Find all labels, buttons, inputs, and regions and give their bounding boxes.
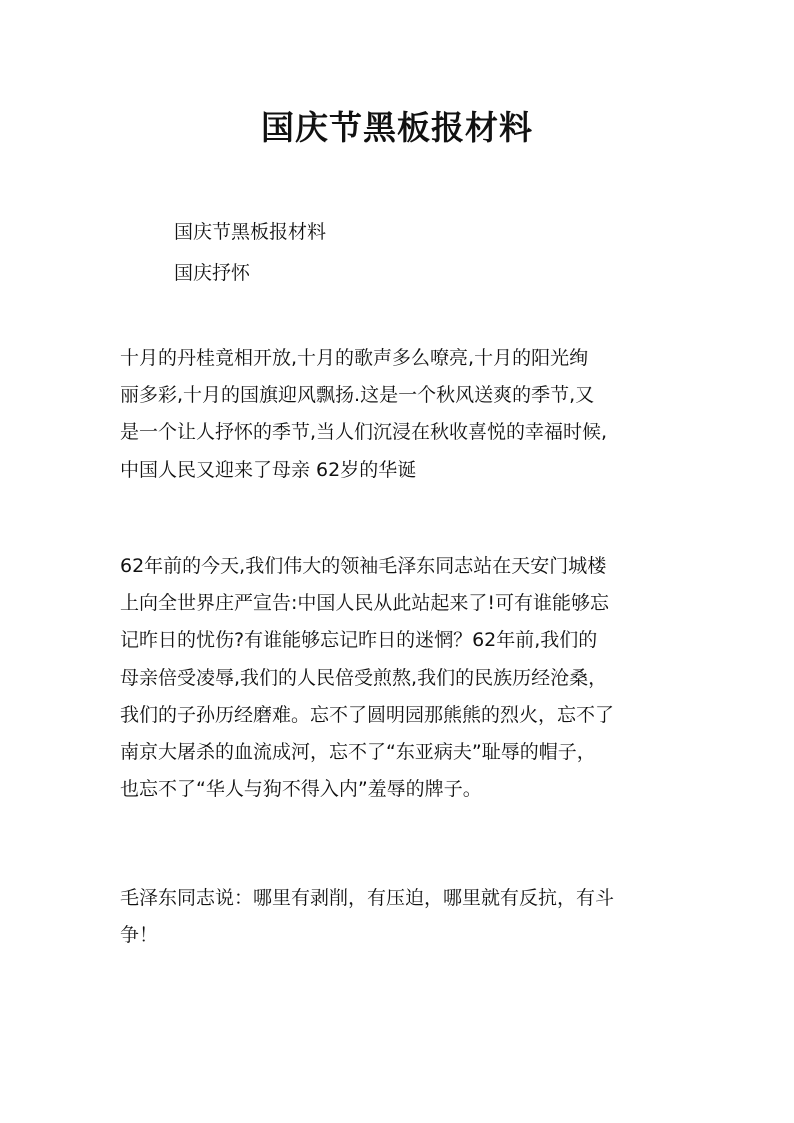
document-title: 国庆节黑板报材料 <box>261 108 533 147</box>
subtitle-topic: 国庆抒怀 <box>174 262 251 284</box>
paragraph-2: 62年前的今天,我们伟大的领袖毛泽东同志站在天安门城楼 上向全世界庄严宣告:中国人民从此站起来了!可有谁能够忘 记昨日的忧伤?有谁能够忘记昨日的迷惘？62年前,我们的 母亲倍受凌辱,我们的人民倍受煎熬,我们的民族历经沧桑， 我们的子孙历经磨难。忘不了圆明园那熊熊的烈火，忘不了 南京大屠杀的血流成河，忘不了“东亚病夫”耻辱的帽子， 也忘不了“华人与狗不得入内”羞辱的牌子。 <box>120 555 615 801</box>
subtitle-heading: 国庆节黑板报材料 <box>174 221 327 243</box>
paragraph-1: 十月的丹桂竟相开放,十月的歌声多么嘹亮,十月的阳光绚 丽多彩,十月的国旗迎风飘扬.这是一个秋风送爽的季节,又 是一个让人抒怀的季节,当人们沉浸在秋收喜悦的幸福时候, 中国人民又迎来了母亲 62岁的华诞 <box>120 347 608 481</box>
paragraph-3: 毛泽东同志说：哪里有剥削，有压迫，哪里就有反抗，有斗 争！ <box>120 887 615 947</box>
